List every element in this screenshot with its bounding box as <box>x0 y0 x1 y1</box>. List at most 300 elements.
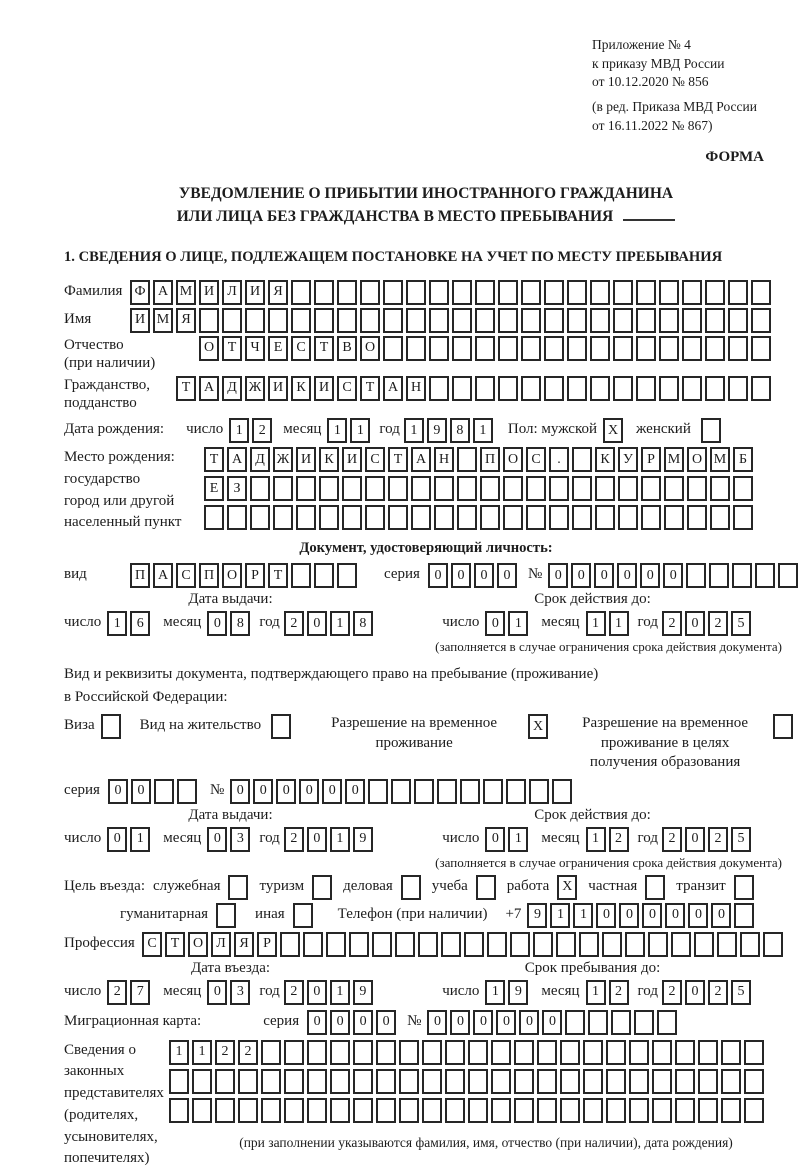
char-box[interactable] <box>388 505 408 530</box>
char-box[interactable] <box>314 308 334 333</box>
char-box[interactable] <box>710 476 730 501</box>
char-box[interactable]: С <box>176 563 196 588</box>
char-box[interactable] <box>457 505 477 530</box>
char-box[interactable] <box>314 563 334 588</box>
char-box[interactable]: Ф <box>130 280 150 305</box>
char-box[interactable]: 1 <box>586 611 606 636</box>
char-box[interactable] <box>445 1098 465 1123</box>
char-box[interactable] <box>498 336 518 361</box>
char-box[interactable]: 3 <box>230 980 250 1005</box>
char-box[interactable] <box>429 336 449 361</box>
char-box[interactable] <box>273 505 293 530</box>
char-box[interactable] <box>652 1040 672 1065</box>
char-box[interactable]: 0 <box>685 980 705 1005</box>
char-box[interactable] <box>590 376 610 401</box>
char-box[interactable] <box>154 779 174 804</box>
char-box[interactable] <box>261 1040 281 1065</box>
char-box[interactable]: О <box>360 336 380 361</box>
char-box[interactable]: 0 <box>108 779 128 804</box>
residence-expiry-month[interactable] <box>586 827 632 852</box>
char-box[interactable] <box>491 1069 511 1094</box>
char-box[interactable]: Е <box>268 336 288 361</box>
char-box[interactable]: 0 <box>207 827 227 852</box>
char-box[interactable] <box>721 1040 741 1065</box>
char-box[interactable]: 2 <box>708 611 728 636</box>
char-box[interactable] <box>228 875 248 900</box>
representatives-row-3[interactable] <box>169 1098 767 1123</box>
char-box[interactable] <box>457 476 477 501</box>
char-box[interactable]: О <box>188 932 208 957</box>
char-box[interactable] <box>717 932 737 957</box>
char-box[interactable] <box>567 280 587 305</box>
char-box[interactable]: 0 <box>542 1010 562 1035</box>
char-box[interactable]: 0 <box>307 827 327 852</box>
char-box[interactable] <box>222 308 242 333</box>
char-box[interactable]: X <box>603 418 623 443</box>
char-box[interactable] <box>330 1098 350 1123</box>
char-box[interactable] <box>360 280 380 305</box>
char-box[interactable]: П <box>199 563 219 588</box>
birth-place-row-2[interactable] <box>204 476 756 501</box>
char-box[interactable]: 1 <box>130 827 150 852</box>
char-box[interactable] <box>227 505 247 530</box>
char-box[interactable] <box>452 308 472 333</box>
char-box[interactable] <box>641 505 661 530</box>
char-box[interactable]: 9 <box>527 903 547 928</box>
char-box[interactable] <box>549 505 569 530</box>
purpose-study-checkbox[interactable] <box>476 875 499 900</box>
char-box[interactable]: Я <box>176 308 196 333</box>
edu-permit-checkbox[interactable] <box>773 714 796 739</box>
char-box[interactable]: 0 <box>473 1010 493 1035</box>
char-box[interactable] <box>567 308 587 333</box>
char-box[interactable] <box>514 1098 534 1123</box>
char-box[interactable]: А <box>153 563 173 588</box>
char-box[interactable]: 1 <box>192 1040 212 1065</box>
char-box[interactable]: М <box>710 447 730 472</box>
char-box[interactable] <box>687 505 707 530</box>
char-box[interactable]: Л <box>222 280 242 305</box>
char-box[interactable] <box>284 1069 304 1094</box>
char-box[interactable]: Ж <box>245 376 265 401</box>
char-box[interactable]: 1 <box>169 1040 189 1065</box>
char-box[interactable] <box>659 280 679 305</box>
char-box[interactable]: Т <box>268 563 288 588</box>
char-box[interactable] <box>337 563 357 588</box>
char-box[interactable] <box>365 476 385 501</box>
char-box[interactable] <box>503 476 523 501</box>
char-box[interactable] <box>468 1098 488 1123</box>
char-box[interactable] <box>376 1098 396 1123</box>
char-box[interactable] <box>595 476 615 501</box>
char-box[interactable]: 0 <box>711 903 731 928</box>
char-box[interactable] <box>199 308 219 333</box>
char-box[interactable] <box>326 932 346 957</box>
char-box[interactable] <box>480 505 500 530</box>
char-box[interactable] <box>376 1069 396 1094</box>
char-box[interactable]: 2 <box>284 611 304 636</box>
identity-expiry-month[interactable] <box>586 611 632 636</box>
char-box[interactable] <box>698 1069 718 1094</box>
char-box[interactable]: 0 <box>207 611 227 636</box>
char-box[interactable]: 0 <box>548 563 568 588</box>
char-box[interactable] <box>537 1040 557 1065</box>
char-box[interactable] <box>261 1069 281 1094</box>
stay-year[interactable] <box>662 980 754 1005</box>
char-box[interactable] <box>648 932 668 957</box>
char-box[interactable] <box>659 376 679 401</box>
char-box[interactable] <box>751 280 771 305</box>
char-box[interactable]: 8 <box>450 418 470 443</box>
char-box[interactable]: 2 <box>284 980 304 1005</box>
char-box[interactable]: 2 <box>662 980 682 1005</box>
char-box[interactable]: Т <box>165 932 185 957</box>
char-box[interactable]: Я <box>234 932 254 957</box>
char-box[interactable] <box>429 280 449 305</box>
char-box[interactable]: М <box>153 308 173 333</box>
char-box[interactable]: 0 <box>497 563 517 588</box>
char-box[interactable]: 0 <box>353 1010 373 1035</box>
sex-female-checkbox[interactable] <box>701 418 724 443</box>
char-box[interactable]: И <box>296 447 316 472</box>
char-box[interactable]: 1 <box>609 611 629 636</box>
char-box[interactable]: Т <box>360 376 380 401</box>
char-box[interactable]: 9 <box>427 418 447 443</box>
migration-number-boxes[interactable] <box>427 1010 680 1035</box>
char-box[interactable]: 0 <box>131 779 151 804</box>
profession-boxes[interactable] <box>142 932 786 957</box>
char-box[interactable]: 0 <box>230 779 250 804</box>
char-box[interactable] <box>406 280 426 305</box>
char-box[interactable] <box>567 376 587 401</box>
char-box[interactable] <box>330 1069 350 1094</box>
char-box[interactable] <box>307 1069 327 1094</box>
identity-series-boxes[interactable] <box>428 563 520 588</box>
char-box[interactable]: Л <box>211 932 231 957</box>
char-box[interactable]: Р <box>245 563 265 588</box>
char-box[interactable] <box>529 779 549 804</box>
residence-expiry-day[interactable] <box>485 827 531 852</box>
char-box[interactable] <box>636 336 656 361</box>
char-box[interactable]: О <box>687 447 707 472</box>
char-box[interactable] <box>590 280 610 305</box>
char-box[interactable]: 8 <box>353 611 373 636</box>
char-box[interactable] <box>733 505 753 530</box>
char-box[interactable] <box>698 1040 718 1065</box>
char-box[interactable] <box>422 1069 442 1094</box>
char-box[interactable] <box>483 779 503 804</box>
patronymic-boxes[interactable] <box>199 336 774 361</box>
char-box[interactable] <box>728 336 748 361</box>
char-box[interactable]: Д <box>250 447 270 472</box>
char-box[interactable] <box>314 280 334 305</box>
char-box[interactable] <box>452 280 472 305</box>
char-box[interactable]: 2 <box>284 827 304 852</box>
char-box[interactable] <box>215 1069 235 1094</box>
char-box[interactable]: 0 <box>427 1010 447 1035</box>
char-box[interactable] <box>452 336 472 361</box>
char-box[interactable]: А <box>153 280 173 305</box>
char-box[interactable] <box>411 476 431 501</box>
char-box[interactable] <box>521 336 541 361</box>
char-box[interactable] <box>510 932 530 957</box>
residence-series-boxes[interactable] <box>108 779 200 804</box>
char-box[interactable] <box>452 376 472 401</box>
char-box[interactable] <box>701 418 721 443</box>
char-box[interactable]: 0 <box>619 903 639 928</box>
phone-boxes[interactable] <box>527 903 757 928</box>
char-box[interactable] <box>705 336 725 361</box>
char-box[interactable]: А <box>199 376 219 401</box>
char-box[interactable] <box>383 336 403 361</box>
char-box[interactable] <box>177 779 197 804</box>
char-box[interactable] <box>595 505 615 530</box>
surname-boxes[interactable] <box>130 280 774 305</box>
identity-number-boxes[interactable] <box>548 563 800 588</box>
char-box[interactable]: 5 <box>731 827 751 852</box>
char-box[interactable] <box>441 932 461 957</box>
char-box[interactable] <box>521 308 541 333</box>
char-box[interactable]: Я <box>268 280 288 305</box>
char-box[interactable] <box>349 932 369 957</box>
char-box[interactable]: 0 <box>322 779 342 804</box>
char-box[interactable]: З <box>227 476 247 501</box>
char-box[interactable] <box>434 505 454 530</box>
char-box[interactable] <box>686 563 706 588</box>
char-box[interactable]: 1 <box>485 980 505 1005</box>
char-box[interactable] <box>549 476 569 501</box>
char-box[interactable] <box>101 714 121 739</box>
char-box[interactable] <box>368 779 388 804</box>
char-box[interactable] <box>307 1040 327 1065</box>
char-box[interactable] <box>418 932 438 957</box>
char-box[interactable] <box>544 376 564 401</box>
purpose-transit-checkbox[interactable] <box>734 875 757 900</box>
char-box[interactable]: И <box>314 376 334 401</box>
purpose-business-checkbox[interactable] <box>401 875 424 900</box>
char-box[interactable]: 2 <box>609 980 629 1005</box>
char-box[interactable]: 0 <box>107 827 127 852</box>
char-box[interactable] <box>583 1098 603 1123</box>
char-box[interactable] <box>268 308 288 333</box>
char-box[interactable] <box>613 376 633 401</box>
char-box[interactable] <box>778 563 798 588</box>
char-box[interactable] <box>514 1069 534 1094</box>
purpose-private-checkbox[interactable] <box>645 875 668 900</box>
char-box[interactable] <box>572 476 592 501</box>
migration-series-boxes[interactable] <box>307 1010 399 1035</box>
char-box[interactable] <box>372 932 392 957</box>
char-box[interactable] <box>709 563 729 588</box>
birth-month-boxes[interactable] <box>327 418 373 443</box>
char-box[interactable] <box>215 1098 235 1123</box>
char-box[interactable]: . <box>549 447 569 472</box>
sex-male-checkbox[interactable] <box>603 418 626 443</box>
char-box[interactable] <box>503 505 523 530</box>
char-box[interactable]: Н <box>406 376 426 401</box>
char-box[interactable]: 0 <box>307 1010 327 1035</box>
char-box[interactable]: 1 <box>573 903 593 928</box>
char-box[interactable] <box>498 376 518 401</box>
char-box[interactable] <box>675 1098 695 1123</box>
purpose-work-checkbox[interactable] <box>557 875 580 900</box>
char-box[interactable]: М <box>176 280 196 305</box>
char-box[interactable]: 1 <box>350 418 370 443</box>
char-box[interactable] <box>330 1040 350 1065</box>
char-box[interactable]: 9 <box>353 980 373 1005</box>
char-box[interactable] <box>498 308 518 333</box>
char-box[interactable] <box>414 779 434 804</box>
char-box[interactable]: 2 <box>708 827 728 852</box>
char-box[interactable] <box>506 779 526 804</box>
char-box[interactable] <box>204 505 224 530</box>
char-box[interactable] <box>342 505 362 530</box>
char-box[interactable] <box>395 932 415 957</box>
char-box[interactable]: 1 <box>586 980 606 1005</box>
char-box[interactable] <box>565 1010 585 1035</box>
char-box[interactable] <box>475 308 495 333</box>
char-box[interactable]: Р <box>257 932 277 957</box>
char-box[interactable]: X <box>557 875 577 900</box>
char-box[interactable] <box>634 1010 654 1035</box>
char-box[interactable] <box>588 1010 608 1035</box>
visa-checkbox[interactable] <box>101 714 124 739</box>
char-box[interactable] <box>293 903 313 928</box>
char-box[interactable] <box>434 476 454 501</box>
char-box[interactable] <box>216 903 236 928</box>
char-box[interactable]: 7 <box>130 980 150 1005</box>
char-box[interactable] <box>250 476 270 501</box>
char-box[interactable] <box>734 875 754 900</box>
char-box[interactable] <box>744 1069 764 1094</box>
birth-place-row-3[interactable] <box>204 505 756 530</box>
char-box[interactable]: С <box>365 447 385 472</box>
char-box[interactable] <box>728 376 748 401</box>
char-box[interactable] <box>613 280 633 305</box>
representatives-row-2[interactable] <box>169 1069 767 1094</box>
char-box[interactable] <box>606 1069 626 1094</box>
char-box[interactable] <box>641 476 661 501</box>
char-box[interactable] <box>682 280 702 305</box>
char-box[interactable] <box>740 932 760 957</box>
char-box[interactable] <box>751 376 771 401</box>
char-box[interactable] <box>629 1040 649 1065</box>
char-box[interactable] <box>291 280 311 305</box>
char-box[interactable] <box>475 376 495 401</box>
residence-number-boxes[interactable] <box>230 779 575 804</box>
char-box[interactable] <box>337 308 357 333</box>
char-box[interactable] <box>629 1069 649 1094</box>
char-box[interactable]: 1 <box>330 611 350 636</box>
char-box[interactable] <box>429 308 449 333</box>
char-box[interactable] <box>533 932 553 957</box>
char-box[interactable] <box>636 280 656 305</box>
char-box[interactable] <box>636 376 656 401</box>
char-box[interactable] <box>602 932 622 957</box>
char-box[interactable] <box>611 1010 631 1035</box>
char-box[interactable]: 0 <box>451 563 471 588</box>
purpose-humanitarian-checkbox[interactable] <box>216 903 239 928</box>
char-box[interactable]: Т <box>176 376 196 401</box>
char-box[interactable] <box>606 1040 626 1065</box>
char-box[interactable] <box>238 1069 258 1094</box>
stay-day[interactable] <box>485 980 531 1005</box>
char-box[interactable]: В <box>337 336 357 361</box>
identity-kind-boxes[interactable] <box>130 563 360 588</box>
char-box[interactable]: С <box>337 376 357 401</box>
char-box[interactable]: 0 <box>571 563 591 588</box>
char-box[interactable] <box>613 336 633 361</box>
char-box[interactable] <box>460 779 480 804</box>
char-box[interactable]: 0 <box>485 827 505 852</box>
char-box[interactable] <box>710 505 730 530</box>
char-box[interactable] <box>468 1040 488 1065</box>
char-box[interactable] <box>552 779 572 804</box>
char-box[interactable]: И <box>268 376 288 401</box>
identity-expiry-day[interactable] <box>485 611 531 636</box>
char-box[interactable] <box>284 1098 304 1123</box>
char-box[interactable]: 1 <box>404 418 424 443</box>
char-box[interactable]: 3 <box>230 827 250 852</box>
char-box[interactable]: 0 <box>617 563 637 588</box>
char-box[interactable]: 0 <box>594 563 614 588</box>
char-box[interactable]: О <box>222 563 242 588</box>
char-box[interactable]: Б <box>733 447 753 472</box>
char-box[interactable] <box>475 280 495 305</box>
char-box[interactable] <box>734 903 754 928</box>
entry-day[interactable] <box>107 980 153 1005</box>
char-box[interactable]: 2 <box>662 611 682 636</box>
char-box[interactable]: 2 <box>238 1040 258 1065</box>
char-box[interactable]: 0 <box>663 563 683 588</box>
char-box[interactable] <box>360 308 380 333</box>
char-box[interactable] <box>664 476 684 501</box>
residence-expiry-year[interactable] <box>662 827 754 852</box>
char-box[interactable] <box>245 308 265 333</box>
char-box[interactable] <box>567 336 587 361</box>
char-box[interactable] <box>590 308 610 333</box>
char-box[interactable]: И <box>130 308 150 333</box>
char-box[interactable] <box>280 932 300 957</box>
temp-permit-checkbox[interactable] <box>528 714 551 739</box>
char-box[interactable] <box>464 932 484 957</box>
char-box[interactable] <box>376 1040 396 1065</box>
char-box[interactable]: С <box>291 336 311 361</box>
char-box[interactable] <box>636 308 656 333</box>
char-box[interactable]: 2 <box>215 1040 235 1065</box>
char-box[interactable]: И <box>199 280 219 305</box>
char-box[interactable]: К <box>319 447 339 472</box>
char-box[interactable] <box>284 1040 304 1065</box>
stay-month[interactable] <box>586 980 632 1005</box>
char-box[interactable] <box>480 476 500 501</box>
char-box[interactable] <box>763 932 783 957</box>
char-box[interactable] <box>537 1069 557 1094</box>
char-box[interactable] <box>629 1098 649 1123</box>
char-box[interactable] <box>705 280 725 305</box>
char-box[interactable] <box>675 1040 695 1065</box>
char-box[interactable] <box>291 308 311 333</box>
char-box[interactable] <box>399 1040 419 1065</box>
char-box[interactable]: У <box>618 447 638 472</box>
char-box[interactable] <box>422 1040 442 1065</box>
char-box[interactable]: Е <box>204 476 224 501</box>
char-box[interactable]: А <box>383 376 403 401</box>
birth-place-row-1[interactable] <box>204 447 756 472</box>
char-box[interactable]: 0 <box>428 563 448 588</box>
char-box[interactable] <box>544 336 564 361</box>
char-box[interactable] <box>613 308 633 333</box>
